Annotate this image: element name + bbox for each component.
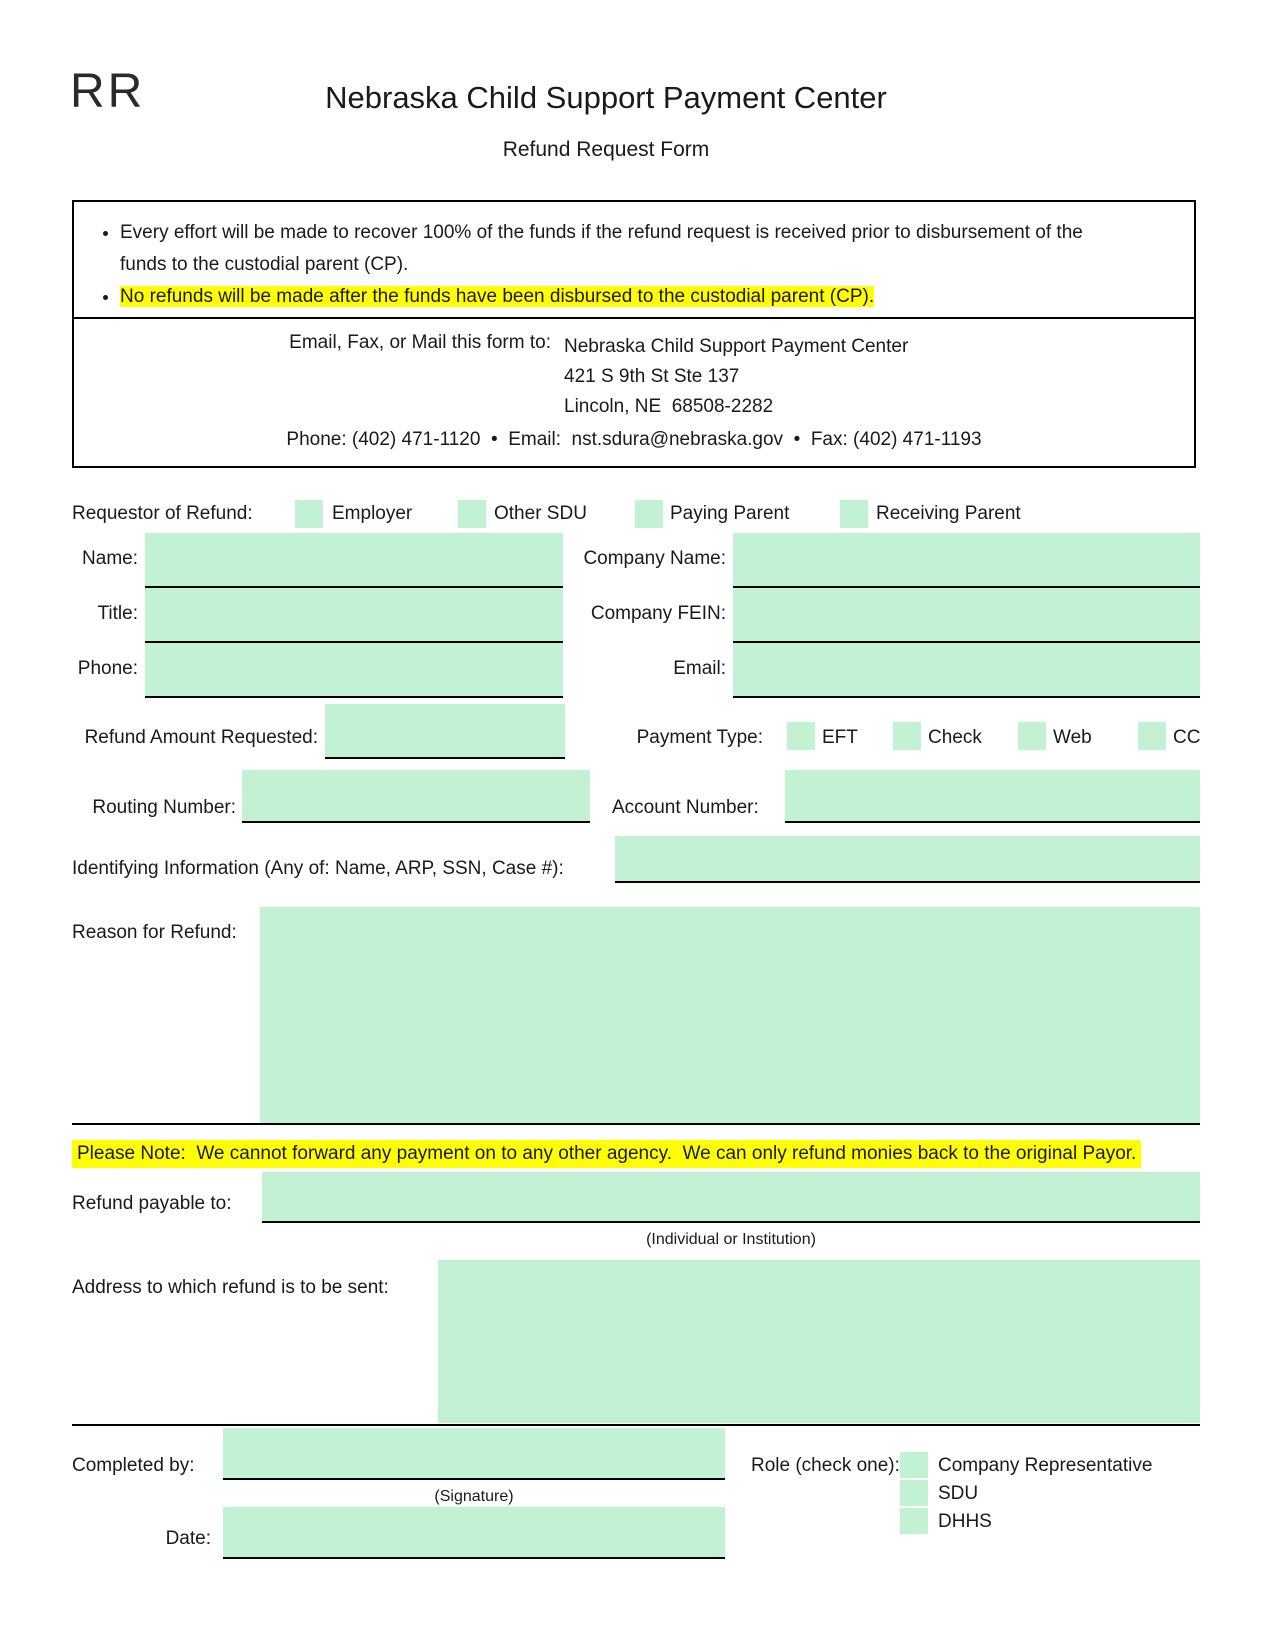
checkbox-label-check: Check <box>928 727 982 748</box>
checkbox-paying-parent[interactable] <box>635 500 663 528</box>
checkbox-other-sdu[interactable] <box>458 500 486 528</box>
identifying-info-input[interactable] <box>615 836 1200 883</box>
account-number-label: Account Number: <box>612 797 759 818</box>
requestor-label: Requestor of Refund: <box>72 503 253 524</box>
company-fein-input[interactable] <box>733 588 1200 643</box>
form-subtitle: Refund Request Form <box>502 138 710 161</box>
checkbox-label-receiving-parent: Receiving Parent <box>876 503 1021 524</box>
checkbox-label-dhhs: DHHS <box>938 1511 992 1532</box>
reason-divider-line <box>72 1123 1200 1125</box>
forward-note: Please Note: We cannot forward any payment on to any other agency. We can only refund monies back to the original Payor. <box>72 1140 1141 1168</box>
checkbox-employer[interactable] <box>295 500 323 528</box>
payable-hint: (Individual or Institution) <box>646 1231 816 1248</box>
mail-to-address <box>564 332 908 422</box>
checkbox-cc[interactable] <box>1138 722 1166 750</box>
form-title: Nebraska Child Support Payment Center <box>325 80 887 115</box>
identifying-info-label: Identifying Information (Any of: Name, ARP, SSN, Case #): <box>72 858 564 879</box>
checkbox-dhhs[interactable] <box>900 1508 928 1534</box>
name-label: Name: <box>82 548 138 569</box>
refund-payable-input[interactable] <box>262 1172 1200 1223</box>
notice-bullet-1 <box>120 217 1130 281</box>
title-label: Title: <box>97 603 138 624</box>
checkbox-label-company-representative: Company Representative <box>938 1455 1153 1476</box>
checkbox-label-web: Web <box>1053 727 1092 748</box>
company-name-input[interactable] <box>733 533 1200 588</box>
company-fein-label: Company FEIN: <box>590 603 726 624</box>
notice-bullet-2-text: No refunds will be made after the funds have been disbursed to the custodial parent (CP). <box>120 286 875 307</box>
checkbox-check[interactable] <box>893 722 921 750</box>
mail-to-address-line-1: Nebraska Child Support Payment Center <box>564 336 909 357</box>
notice-divider-line <box>74 317 1194 319</box>
phone-label: Phone: <box>77 658 138 679</box>
refund-address-textarea[interactable] <box>438 1260 1200 1423</box>
checkbox-label-cc: CC <box>1173 727 1201 748</box>
checkbox-label-other-sdu: Other SDU <box>494 503 587 524</box>
checkbox-receiving-parent[interactable] <box>840 500 868 528</box>
checkbox-label-eft: EFT <box>822 727 858 748</box>
role-label: Role (check one): <box>751 1455 900 1476</box>
routing-number-input[interactable] <box>242 770 590 823</box>
completed-by-label: Completed by: <box>72 1455 195 1476</box>
reason-textarea[interactable] <box>260 907 1200 1123</box>
mail-to-label: Email, Fax, or Mail this form to: <box>289 332 551 353</box>
date-input[interactable] <box>223 1507 725 1559</box>
checkbox-label-employer: Employer <box>332 503 413 524</box>
company-name-label: Company Name: <box>583 548 726 569</box>
checkbox-eft[interactable] <box>787 722 815 750</box>
logo-text: RR <box>70 65 146 118</box>
reason-label: Reason for Refund: <box>72 922 237 943</box>
email-input[interactable] <box>733 643 1200 698</box>
notice-bullet-list <box>74 217 1194 313</box>
checkbox-label-sdu: SDU <box>938 1483 979 1504</box>
notice-bullet-2 <box>120 281 1130 313</box>
checkbox-sdu[interactable] <box>900 1480 928 1506</box>
date-label: Date: <box>165 1528 211 1549</box>
checkbox-label-paying-parent: Paying Parent <box>670 503 790 524</box>
payment-type-label: Payment Type: <box>636 727 763 748</box>
refund-payable-label: Refund payable to: <box>72 1193 232 1214</box>
contact-line: Phone: (402) 471-1120 • Email: nst.sdura@nebraska.gov • Fax: (402) 471-1193 <box>286 429 982 450</box>
checkbox-web[interactable] <box>1018 722 1046 750</box>
completed-by-input[interactable] <box>223 1428 725 1480</box>
notice-box <box>72 200 1196 468</box>
mail-to-address-line-2: 421 S 9th St Ste 137 <box>564 366 740 387</box>
checkbox-company-representative[interactable] <box>900 1452 928 1478</box>
account-number-input[interactable] <box>785 770 1200 823</box>
signature-hint: (Signature) <box>434 1488 514 1505</box>
mail-to-address-line-3: Lincoln, NE 68508-2282 <box>564 396 774 417</box>
routing-number-label: Routing Number: <box>92 797 236 818</box>
refund-amount-label: Refund Amount Requested: <box>84 727 318 748</box>
notice-bullet-1-text: Every effort will be made to recover 100% of the funds if the refund request is received prior to disbursement of the funds to the custodial parent (CP). <box>120 222 1083 275</box>
refund-address-label: Address to which refund is to be sent: <box>72 1277 389 1298</box>
address-divider-line <box>72 1424 1200 1426</box>
email-label: Email: <box>673 658 726 679</box>
